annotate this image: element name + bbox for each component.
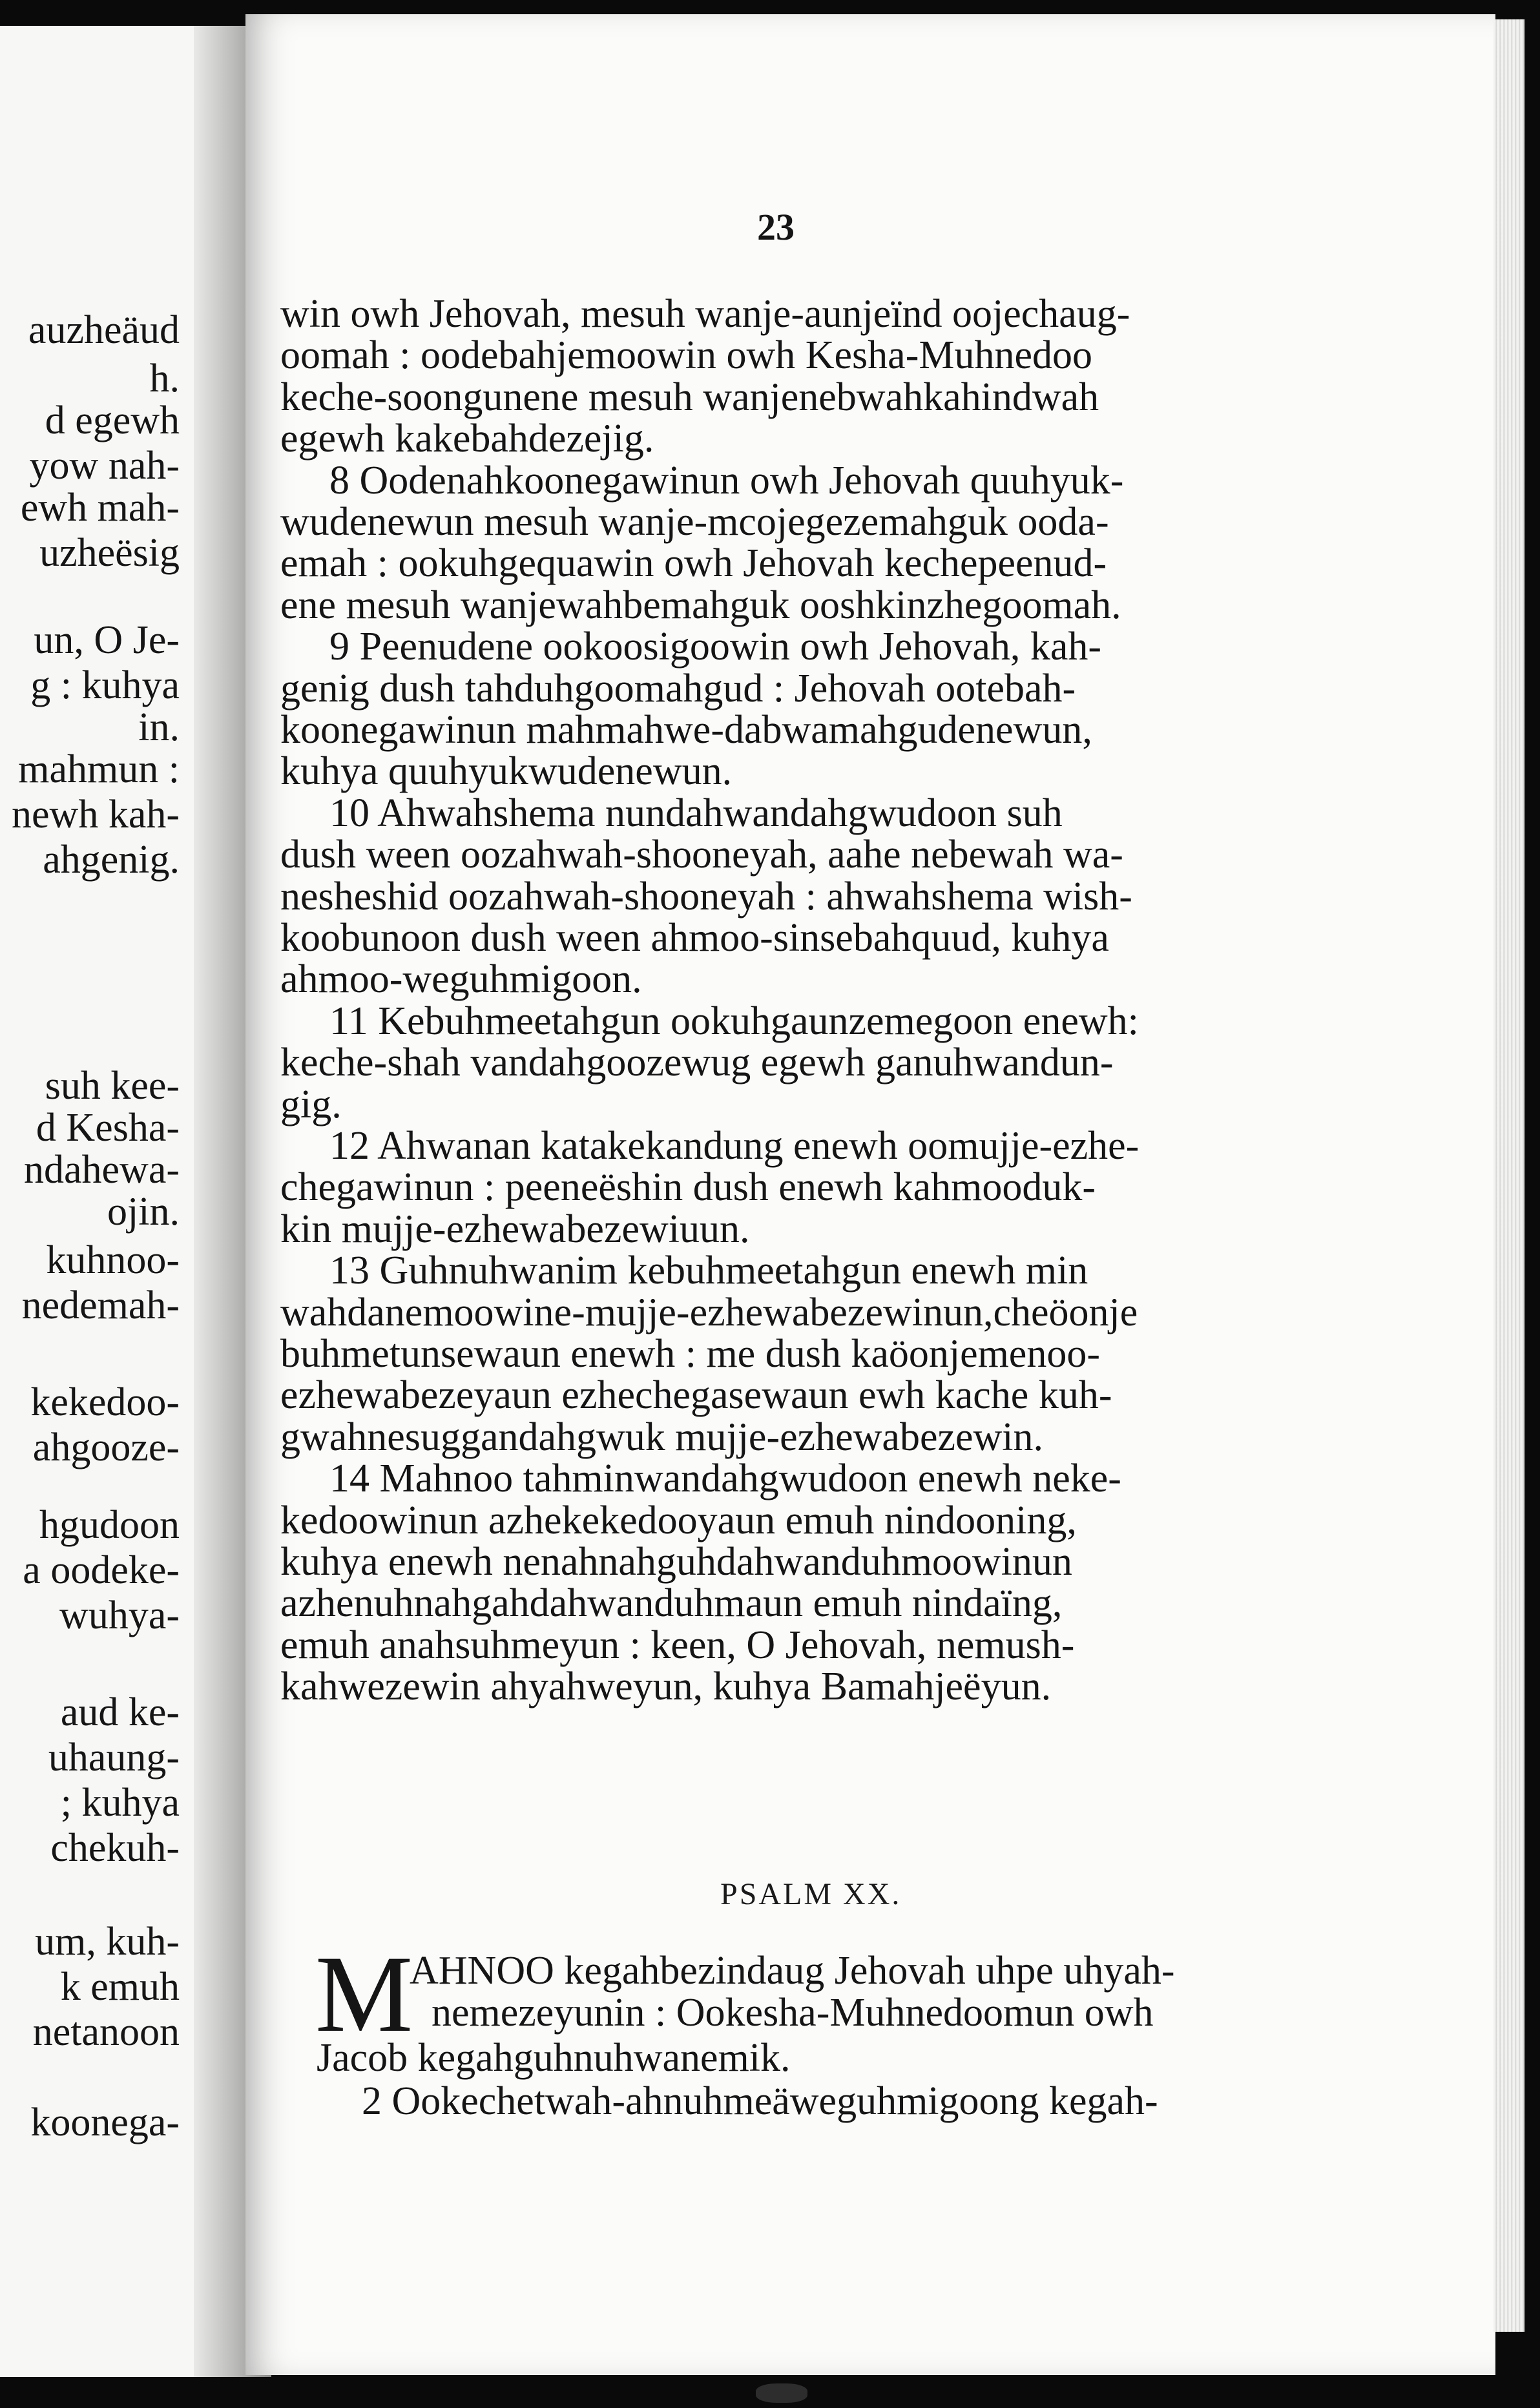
left-page-line: kuhnoo- [46, 1238, 180, 1282]
body-line: 11 Kebuhmeetahgun ookuhgaunzemegoon enewh: [329, 999, 1139, 1043]
left-page-line: aud ke- [60, 1690, 180, 1734]
drop-cap: M [315, 1933, 413, 2055]
left-page-line: g : kuhya [30, 663, 180, 707]
body-line: kedoowinun azhekekedooyaun emuh nindooning, [280, 1498, 1077, 1542]
left-page-line: mahmun : [18, 747, 180, 791]
left-page-line: h. [149, 357, 180, 400]
psalm-line: AHNOO kegahbezindaug Jehovah uhpe uhyah- [410, 1949, 1175, 1993]
left-page-line: uzheësig [39, 531, 180, 575]
left-page-line: ewh mah- [20, 486, 180, 530]
left-page-line: un, O Je- [34, 618, 180, 662]
left-page-line: k emuh [60, 1965, 180, 2009]
left-page-line: yow nah- [29, 444, 180, 488]
left-page-line: chekuh- [50, 1826, 180, 1870]
body-line: emah : ookuhgequawin owh Jehovah kechepeenud- [280, 541, 1107, 586]
body-line: keche-shah vandahgoozewug egewh ganuhwandun- [280, 1041, 1114, 1085]
body-line: koonegawinun mahmahwe-dabwamahgudenewun, [280, 708, 1092, 752]
body-line: egewh kakebahdezejig. [280, 417, 654, 461]
left-page-line: uhaung- [48, 1736, 180, 1780]
left-page-line: ojin. [107, 1190, 180, 1234]
body-line: buhmetunsewaun enewh : me dush kaöonjemenoo- [280, 1332, 1100, 1376]
left-page-line: d Kesha- [36, 1106, 180, 1150]
body-line: ezhewabezeyaun ezhechegasewaun ewh kache kuh- [280, 1373, 1112, 1418]
left-page-line: suh kee- [45, 1064, 180, 1108]
body-line: 13 Guhnuhwanim kebuhmeetahgun enewh min [329, 1249, 1088, 1293]
body-line: kuhya enewh nenahnahguhdahwanduhmoowinun [280, 1540, 1072, 1584]
body-line: emuh anahsuhmeyun : keen, O Jehovah, nemush- [280, 1623, 1075, 1667]
body-line: ahmoo-weguhmigoon. [280, 957, 642, 1002]
left-page-line: wuhya- [59, 1593, 180, 1637]
body-line: kin mujje-ezhewabezewiuun. [280, 1207, 750, 1251]
psalm-heading: PSALM XX. [720, 1877, 902, 1911]
body-line: 12 Ahwanan katakekandung enewh oomujje-ezhe- [329, 1124, 1139, 1168]
body-line: keche-soongunene mesuh wanjenebwahkahindwah [280, 375, 1099, 419]
body-line: genig dush tahduhgoomahgud : Jehovah ootebah- [280, 666, 1076, 711]
body-line: koobunoon dush ween ahmoo-sinsebahquud, kuhya [280, 916, 1109, 960]
binding-mark [756, 2383, 807, 2403]
left-page-line: nedemah- [21, 1283, 180, 1327]
body-line: ene mesuh wanjewahbemahguk ooshkinzhegoomah. [280, 583, 1121, 627]
body-line: azhenuhnahgahdahwanduhmaun emuh nindaïng, [280, 1581, 1063, 1626]
body-line: nesheshid oozahwah-shooneyah : ahwahshema wish- [280, 874, 1132, 919]
body-line: kahwezewin ahyahweyun, kuhya Bamahjeëyun. [280, 1665, 1052, 1709]
left-page-line: ndahewa- [24, 1148, 180, 1192]
left-page-line: a oodeke- [23, 1548, 180, 1592]
psalm-line: Jacob kegahguhnuhwanemik. [317, 2036, 791, 2080]
left-page-line: kekedoo- [30, 1380, 180, 1424]
left-page-line: hgudoon [39, 1503, 180, 1547]
page-number: 23 [757, 206, 795, 248]
body-line: wudenewun mesuh wanje-mcojegezemahguk ooda- [280, 500, 1109, 544]
left-page-line: d egewh [45, 399, 180, 442]
body-line: 9 Peenudene ookoosigoowin owh Jehovah, kah- [329, 625, 1102, 669]
left-page-line: auzheäud [28, 308, 180, 352]
left-page-line: ; kuhya [60, 1781, 180, 1825]
psalm-line: nemezeyunin : Ookesha-Muhnedoomun owh [432, 1991, 1154, 2035]
left-page-line: ahgenig. [43, 838, 180, 882]
left-page-line: in. [138, 705, 180, 749]
body-line: gig. [280, 1082, 342, 1126]
body-line: chegawinun : peeneëshin dush enewh kahmooduk- [280, 1165, 1096, 1210]
body-line: dush ween oozahwah-shooneyah, aahe nebewah wa- [280, 833, 1123, 877]
body-line: gwahnesuggandahgwuk mujje-ezhewabezewin. [280, 1415, 1043, 1459]
body-line: oomah : oodebahjemoowin owh Kesha-Muhnedoo [280, 333, 1092, 378]
left-page-line: um, kuh- [35, 1920, 180, 1964]
page-edge [1493, 19, 1524, 2332]
psalm-line: 2 Ookechetwah-ahnuhmeäweguhmigoong kegah- [362, 2079, 1158, 2123]
body-line: 8 Oodenahkoonegawinun owh Jehovah quuhyuk- [329, 458, 1124, 503]
left-page-line: netanoon [32, 2010, 180, 2054]
body-line: 10 Ahwahshema nundahwandahgwudoon suh [329, 791, 1063, 835]
left-page-line: ahgooze- [32, 1426, 180, 1469]
body-line: win owh Jehovah, mesuh wanje-aunjeïnd oojechaug- [280, 292, 1130, 336]
left-page-line: newh kah- [12, 793, 180, 836]
left-page-line: koonega- [30, 2101, 180, 2144]
body-line: kuhya quuhyukwudenewun. [280, 749, 733, 794]
body-line: wahdanemoowine-mujje-ezhewabezewinun,cheöonje [280, 1290, 1138, 1334]
body-line: 14 Mahnoo tahminwandahgwudoon enewh neke- [329, 1457, 1121, 1501]
